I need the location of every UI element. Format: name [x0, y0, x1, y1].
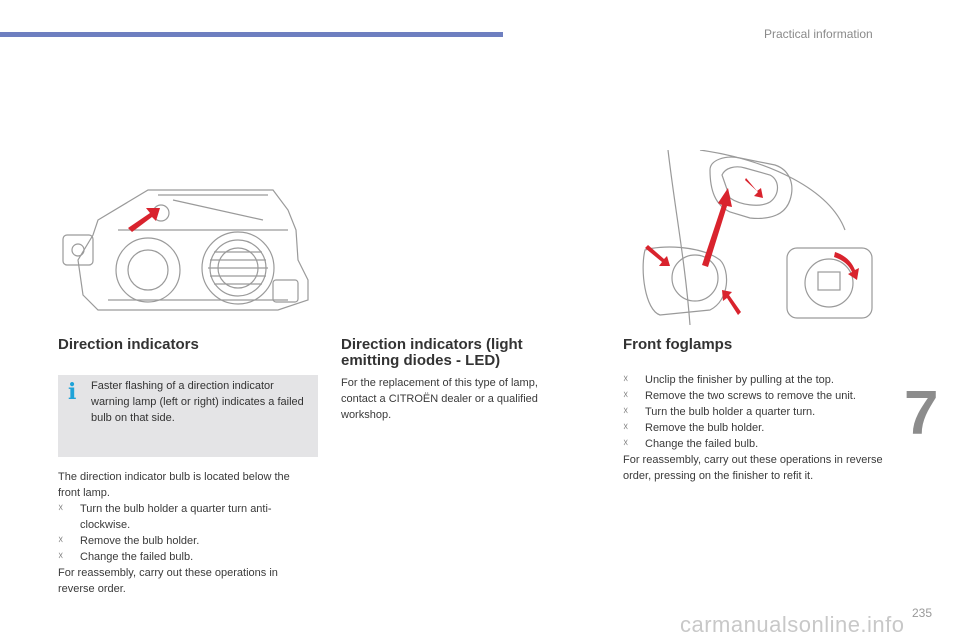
bullet-icon: ☓ [623, 390, 629, 401]
list-item: ☓ Unclip the finisher by pulling at the top. [623, 374, 834, 386]
left-red-arrow [128, 208, 160, 232]
led-indicators-heading: Direction indicators (light emitting diodes - LED) [341, 336, 523, 369]
bullet-icon: ☓ [58, 535, 64, 546]
chapter-number: 7 [904, 379, 939, 448]
section-title: Practical information [764, 27, 873, 41]
bullet-icon: ☓ [58, 503, 64, 514]
headlamp-illustration [58, 180, 318, 320]
direction-indicators-heading: Direction indicators [58, 336, 199, 353]
list-item: ☓ Change the failed bulb. [623, 438, 759, 450]
fog-red-arrow-top [745, 178, 763, 198]
left-instructions [58, 469, 313, 597]
foglamp-illustration [630, 150, 880, 325]
info-box [58, 375, 318, 457]
list-item: ☓ Change the failed bulb. [58, 551, 194, 563]
right-instructions [623, 372, 888, 484]
info-icon: i [68, 379, 77, 405]
info-text: Faster flashing of a direction indicator warning lamp (left or right) indicates a failed bulb on that side. [91, 380, 304, 424]
front-foglamps-heading: Front foglamps [623, 336, 733, 353]
right-outro: For reassembly, carry out these operations in reverse order, pressing on the finisher to refit it. [623, 454, 883, 482]
bullet-icon: ☓ [58, 551, 64, 562]
fog-red-arrow-bottom [722, 290, 741, 315]
left-outro: For reassembly, carry out these operations in reverse order. [58, 567, 278, 595]
fog-red-arrow-left [645, 245, 670, 266]
header-accent-bar [0, 32, 503, 37]
bullet-icon: ☓ [623, 422, 629, 433]
page-number: 235 [912, 606, 933, 620]
list-item: ☓ Turn the bulb holder a quarter turn. [623, 406, 816, 418]
list-item: ☓ Remove the bulb holder. [623, 422, 765, 434]
watermark: carmanualsonline.info [680, 612, 905, 637]
bullet-icon: ☓ [623, 374, 629, 385]
left-intro: The direction indicator bulb is located below the front lamp. [58, 471, 290, 499]
bullet-icon: ☓ [623, 406, 629, 417]
led-text: For the replacement of this type of lamp, contact a CITROËN dealer or a qualified workshop. [341, 377, 538, 421]
bullet-icon: ☓ [623, 438, 629, 449]
list-item: ☓ Remove the bulb holder. [58, 535, 200, 547]
list-item: ☓ Turn the bulb holder a quarter turn anti-clockwise. [58, 503, 272, 531]
list-item: ☓ Remove the two screws to remove the unit. [623, 390, 856, 402]
